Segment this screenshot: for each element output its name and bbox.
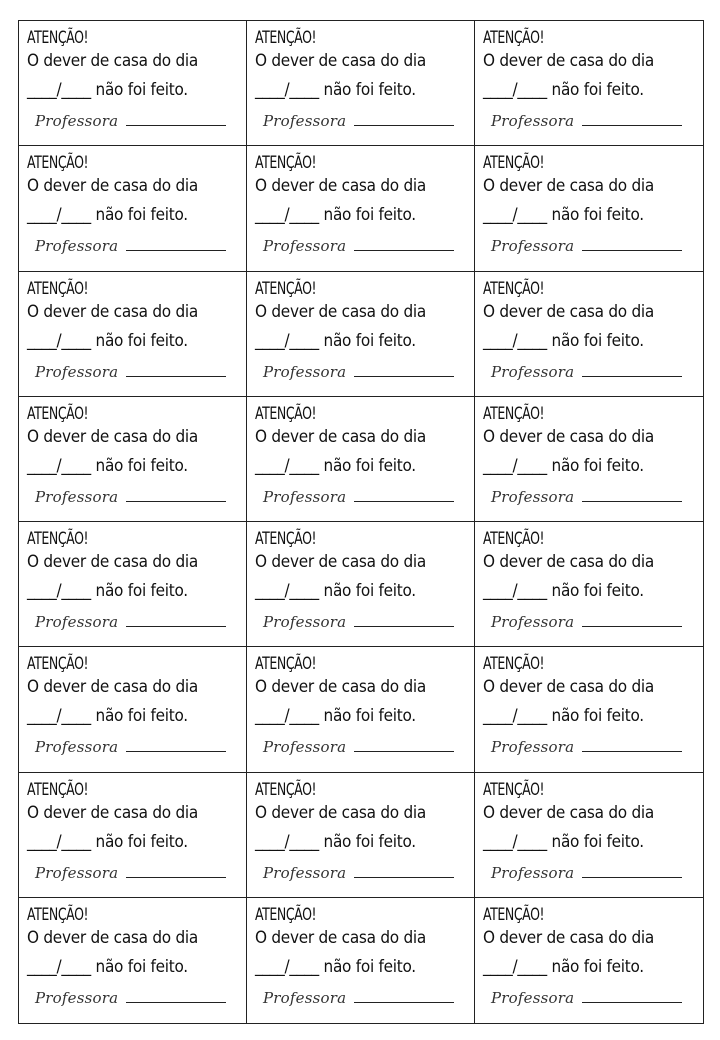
signature-line xyxy=(582,375,682,377)
signature-label: Professora xyxy=(263,988,347,1007)
note-line-2: ____/____ não foi feito. xyxy=(255,706,416,727)
note-line-2: ____/____ não foi feito. xyxy=(255,205,416,226)
note-line-1: O dever de casa do dia xyxy=(483,301,654,322)
signature-label: Professora xyxy=(491,362,575,381)
signature-label: Professora xyxy=(35,487,119,506)
note-line-1: O dever de casa do dia xyxy=(483,552,654,572)
signature-row xyxy=(483,108,703,130)
note-line-2: ____/____ não foi feito. xyxy=(255,80,416,100)
signature-row xyxy=(483,985,703,1007)
signature-line xyxy=(354,249,454,251)
signature-line xyxy=(126,876,226,878)
note-line-2: ____/____ não foi feito. xyxy=(27,706,188,727)
signature-label: Professora xyxy=(491,613,575,631)
signature-line xyxy=(354,750,454,752)
signature-line xyxy=(354,625,454,627)
homework-note-card xyxy=(247,146,475,271)
note-line-1: O dever de casa do dia xyxy=(255,301,426,322)
note-line-1: O dever de casa do dia xyxy=(483,426,654,447)
note-line-2: ____/____ não foi feito. xyxy=(27,956,188,977)
homework-note-card xyxy=(247,21,475,146)
signature-label: Professora xyxy=(35,613,119,631)
signature-label: Professora xyxy=(35,738,119,757)
note-line-1: O dever de casa do dia xyxy=(27,552,198,572)
signature-line xyxy=(582,625,682,627)
note-line-2: ____/____ não foi feito. xyxy=(27,330,188,351)
signature-row xyxy=(483,734,703,756)
note-line-2: ____/____ não foi feito. xyxy=(483,706,644,727)
signature-row xyxy=(255,484,474,506)
signature-row xyxy=(27,108,246,130)
signature-label: Professora xyxy=(263,738,347,757)
notes-sheet xyxy=(18,20,704,1024)
note-line-1: O dever de casa do dia xyxy=(255,677,426,698)
signature-label: Professora xyxy=(35,237,119,256)
signature-line xyxy=(354,876,454,878)
signature-row xyxy=(483,609,703,631)
homework-note-card xyxy=(19,647,247,772)
note-line-2: ____/____ não foi feito. xyxy=(27,831,188,852)
signature-row xyxy=(27,734,246,756)
note-line-1: O dever de casa do dia xyxy=(27,51,198,71)
homework-note-card xyxy=(19,773,247,898)
homework-note-card xyxy=(19,522,247,647)
signature-row xyxy=(483,359,703,381)
homework-note-card xyxy=(475,647,703,772)
note-line-1: O dever de casa do dia xyxy=(255,426,426,447)
note-line-2: ____/____ não foi feito. xyxy=(255,831,416,852)
note-heading: ATENÇÃO! xyxy=(27,153,89,174)
signature-label: Professora xyxy=(263,112,347,130)
signature-line xyxy=(126,625,226,627)
signature-label: Professora xyxy=(263,487,347,506)
note-line-2: ____/____ não foi feito. xyxy=(27,80,188,100)
signature-line xyxy=(582,876,682,878)
note-line-1: O dever de casa do dia xyxy=(255,51,426,71)
signature-line xyxy=(126,375,226,377)
signature-row xyxy=(27,233,246,255)
note-heading: ATENÇÃO! xyxy=(255,904,317,925)
note-heading: ATENÇÃO! xyxy=(27,529,89,549)
signature-row xyxy=(27,985,246,1007)
signature-row xyxy=(483,860,703,882)
note-heading: ATENÇÃO! xyxy=(255,278,317,299)
note-heading: ATENÇÃO! xyxy=(483,403,545,424)
note-line-1: O dever de casa do dia xyxy=(27,301,198,322)
signature-label: Professora xyxy=(35,863,119,882)
signature-row xyxy=(255,233,474,255)
signature-line xyxy=(354,124,454,126)
signature-row xyxy=(255,108,474,130)
note-heading: ATENÇÃO! xyxy=(27,779,89,800)
note-heading: ATENÇÃO! xyxy=(255,153,317,174)
note-heading: ATENÇÃO! xyxy=(255,28,317,48)
note-line-2: ____/____ não foi feito. xyxy=(483,831,644,852)
signature-line xyxy=(354,375,454,377)
note-line-2: ____/____ não foi feito. xyxy=(483,581,644,601)
homework-note-card xyxy=(19,397,247,522)
note-heading: ATENÇÃO! xyxy=(27,654,89,675)
homework-note-card xyxy=(19,898,247,1023)
note-heading: ATENÇÃO! xyxy=(483,28,545,48)
signature-row xyxy=(483,484,703,506)
signature-label: Professora xyxy=(491,738,575,757)
signature-line xyxy=(126,249,226,251)
signature-line xyxy=(582,249,682,251)
homework-note-card xyxy=(247,397,475,522)
signature-line xyxy=(126,1001,226,1003)
note-line-1: O dever de casa do dia xyxy=(27,176,198,197)
signature-line xyxy=(582,750,682,752)
signature-label: Professora xyxy=(491,988,575,1007)
note-heading: ATENÇÃO! xyxy=(27,403,89,424)
note-line-2: ____/____ não foi feito. xyxy=(255,956,416,977)
signature-label: Professora xyxy=(263,613,347,631)
homework-note-card xyxy=(475,146,703,271)
note-line-1: O dever de casa do dia xyxy=(483,176,654,197)
note-line-1: O dever de casa do dia xyxy=(483,51,654,71)
note-line-1: O dever de casa do dia xyxy=(27,927,198,948)
signature-row xyxy=(27,609,246,631)
signature-label: Professora xyxy=(35,112,119,130)
signature-line xyxy=(582,500,682,502)
signature-row xyxy=(483,233,703,255)
note-line-1: O dever de casa do dia xyxy=(483,927,654,948)
signature-label: Professora xyxy=(263,237,347,256)
homework-note-card xyxy=(19,272,247,397)
note-line-1: O dever de casa do dia xyxy=(27,677,198,698)
homework-note-card xyxy=(475,397,703,522)
note-heading: ATENÇÃO! xyxy=(483,779,545,800)
homework-note-card xyxy=(247,522,475,647)
homework-note-card xyxy=(247,647,475,772)
homework-note-card xyxy=(19,146,247,271)
signature-line xyxy=(582,1001,682,1003)
homework-note-card xyxy=(475,272,703,397)
note-line-2: ____/____ não foi feito. xyxy=(483,455,644,476)
signature-row xyxy=(255,359,474,381)
signature-label: Professora xyxy=(35,362,119,381)
homework-note-card xyxy=(247,898,475,1023)
note-heading: ATENÇÃO! xyxy=(483,153,545,174)
signature-line xyxy=(354,1001,454,1003)
signature-label: Professora xyxy=(491,237,575,256)
note-heading: ATENÇÃO! xyxy=(255,403,317,424)
note-heading: ATENÇÃO! xyxy=(27,904,89,925)
note-line-2: ____/____ não foi feito. xyxy=(255,581,416,601)
note-line-1: O dever de casa do dia xyxy=(27,426,198,447)
note-line-2: ____/____ não foi feito. xyxy=(27,205,188,226)
homework-note-card xyxy=(247,773,475,898)
note-line-1: O dever de casa do dia xyxy=(27,802,198,823)
homework-note-card xyxy=(247,272,475,397)
note-line-1: O dever de casa do dia xyxy=(483,802,654,823)
signature-line xyxy=(126,124,226,126)
homework-note-card xyxy=(475,773,703,898)
signature-line xyxy=(126,500,226,502)
note-heading: ATENÇÃO! xyxy=(483,904,545,925)
homework-note-card xyxy=(475,522,703,647)
signature-row xyxy=(255,734,474,756)
note-line-2: ____/____ não foi feito. xyxy=(255,330,416,351)
note-line-1: O dever de casa do dia xyxy=(255,176,426,197)
signature-row xyxy=(255,609,474,631)
note-heading: ATENÇÃO! xyxy=(483,529,545,549)
signature-line xyxy=(354,500,454,502)
signature-row xyxy=(255,860,474,882)
note-heading: ATENÇÃO! xyxy=(27,278,89,299)
note-line-2: ____/____ não foi feito. xyxy=(483,205,644,226)
signature-label: Professora xyxy=(491,112,575,130)
note-line-1: O dever de casa do dia xyxy=(255,927,426,948)
note-line-2: ____/____ não foi feito. xyxy=(27,581,188,601)
signature-row xyxy=(27,860,246,882)
note-heading: ATENÇÃO! xyxy=(255,654,317,675)
note-line-1: O dever de casa do dia xyxy=(483,677,654,698)
note-heading: ATENÇÃO! xyxy=(483,654,545,675)
note-line-2: ____/____ não foi feito. xyxy=(483,80,644,100)
signature-label: Professora xyxy=(35,988,119,1007)
note-line-2: ____/____ não foi feito. xyxy=(255,455,416,476)
note-heading: ATENÇÃO! xyxy=(483,278,545,299)
signature-label: Professora xyxy=(491,863,575,882)
note-line-2: ____/____ não foi feito. xyxy=(483,956,644,977)
signature-label: Professora xyxy=(263,362,347,381)
note-heading: ATENÇÃO! xyxy=(27,28,89,48)
signature-line xyxy=(582,124,682,126)
signature-label: Professora xyxy=(263,863,347,882)
signature-row xyxy=(27,484,246,506)
note-heading: ATENÇÃO! xyxy=(255,779,317,800)
signature-line xyxy=(126,750,226,752)
homework-note-card xyxy=(19,21,247,146)
signature-row xyxy=(27,359,246,381)
note-line-1: O dever de casa do dia xyxy=(255,802,426,823)
signature-row xyxy=(255,985,474,1007)
note-line-2: ____/____ não foi feito. xyxy=(27,455,188,476)
signature-label: Professora xyxy=(491,487,575,506)
note-heading: ATENÇÃO! xyxy=(255,529,317,549)
homework-note-card xyxy=(475,898,703,1023)
note-line-1: O dever de casa do dia xyxy=(255,552,426,572)
homework-note-card xyxy=(475,21,703,146)
note-line-2: ____/____ não foi feito. xyxy=(483,330,644,351)
